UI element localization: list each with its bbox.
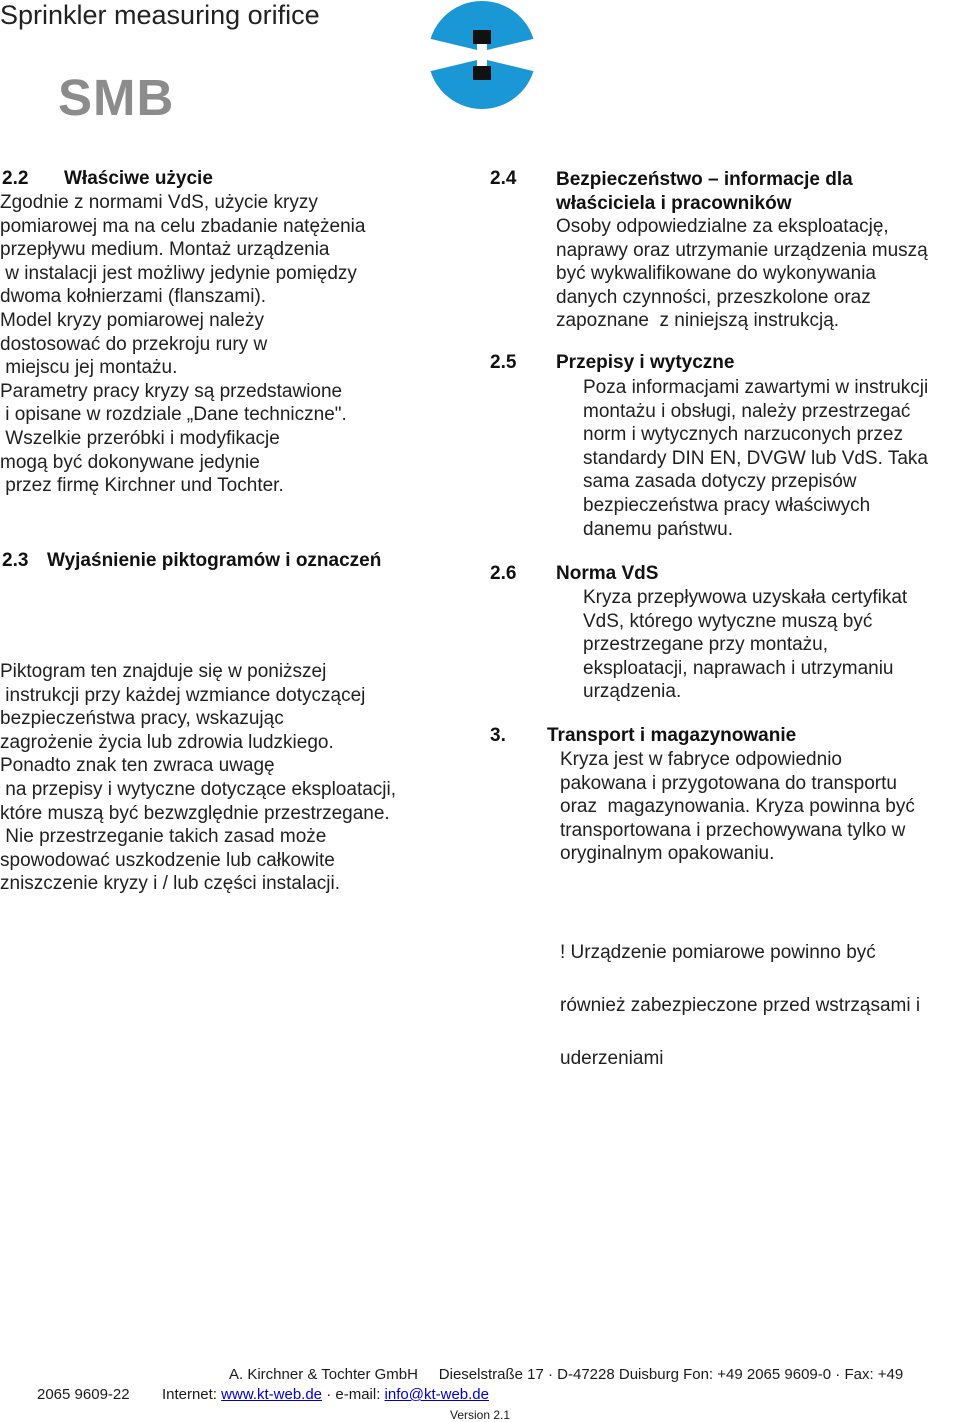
note-line: ! Urządzenie pomiarowe powinno być	[560, 942, 876, 963]
body-line: norm i wytycznych narzuconych przez	[583, 424, 903, 446]
footer-email-label: · e-mail:	[326, 1386, 381, 1403]
section-2-4-number: 2.4	[490, 168, 517, 189]
body-line: Ponadto znak ten zwraca uwagę	[0, 755, 275, 777]
body-line: w instalacji jest możliwy jedynie pomiędzy	[0, 262, 357, 284]
body-line: danemu państwu.	[583, 518, 733, 540]
body-line: danych czynności, przeszkolone oraz	[556, 286, 871, 308]
body-line: bezpieczeństwa pracy, wskazując	[0, 708, 284, 730]
body-line: transportowana i przechowywana tylko w	[560, 819, 906, 841]
body-line: VdS, którego wytyczne muszą być	[583, 610, 873, 632]
section-2-4-body	[556, 215, 928, 333]
body-line: eksploatacji, naprawach i utrzymaniu	[583, 657, 894, 679]
section-2-3-body	[0, 660, 396, 896]
body-line: naprawy oraz utrzymanie urządzenia muszą	[556, 239, 928, 261]
body-line: Osoby odpowiedzialne za eksploatację,	[556, 216, 889, 237]
section-2-2-body	[0, 191, 365, 498]
footer-contact	[37, 1386, 489, 1403]
body-line: miejscu jej montażu.	[0, 357, 178, 379]
section-2-3-number: 2.3	[2, 550, 29, 571]
body-line: dostosować do przekroju rury w	[0, 333, 268, 355]
footer-address: A. Kirchner & Tochter GmbH Dieselstraße 17 · D-47228 Duisburg Fon: +49 2065 9609-0 · Fax: +49	[229, 1366, 904, 1383]
section-2-2-title: Właściwe użycie	[64, 168, 213, 189]
body-line: urządzenia.	[583, 681, 682, 703]
body-line: zagrożenie życia lub zdrowia ludzkiego.	[0, 731, 334, 753]
email-link[interactable]: info@kt-web.de	[384, 1386, 489, 1403]
body-line: Kryza przepływowa uzyskała certyfikat	[583, 587, 908, 608]
section-3-title: Transport i magazynowanie	[547, 725, 797, 746]
body-line: zapoznane z niniejszą instrukcją.	[556, 310, 840, 332]
section-2-6-number: 2.6	[490, 563, 517, 584]
body-line: przepływu medium. Montaż urządzenia	[0, 239, 330, 261]
section-2-2-number: 2.2	[2, 168, 29, 189]
body-line: Kryza jest w fabryce odpowiednio	[560, 749, 842, 770]
document-title: Sprinkler measuring orifice	[0, 0, 320, 30]
body-line: Model kryzy pomiarowej należy	[0, 309, 264, 331]
body-line: być wykwalifikowane do wykonywania	[556, 263, 876, 285]
body-line: Zgodnie z normami VdS, użycie kryzy	[0, 192, 318, 213]
note-line: uderzeniami	[560, 1048, 664, 1069]
body-line: i opisane w rozdziale „Dane techniczne".	[0, 404, 347, 426]
section-2-4-title	[556, 168, 853, 215]
section-2-6-body	[583, 586, 907, 704]
body-line: mogą być dokonywane jedynie	[0, 451, 260, 473]
version-label: Version 2.1	[450, 1408, 511, 1422]
footer-internet-label: Internet:	[161, 1386, 217, 1403]
body-line: Poza informacjami zawartymi w instrukcji	[583, 377, 929, 398]
body-line: pakowana i przygotowana do transportu	[560, 772, 897, 794]
body-line: bezpieczeństwa pracy właściwych	[583, 494, 871, 516]
body-line: Nie przestrzeganie takich zasad może	[0, 826, 327, 848]
body-line: instrukcji przy każdej wzmiance dotyczącej	[0, 684, 366, 706]
section-2-3-title: Wyjaśnienie piktogramów i oznaczeń	[47, 550, 382, 571]
brand-name: SMB	[58, 69, 175, 126]
note-line: również zabezpieczone przed wstrząsami i	[560, 995, 921, 1016]
section-2-5-title: Przepisy i wytyczne	[556, 352, 735, 373]
body-line: które muszą być bezwzględnie przestrzegane.	[0, 802, 390, 824]
body-line: standardy DIN EN, DVGW lub VdS. Taka	[583, 447, 928, 469]
body-line: przez firmę Kirchner und Tochter.	[0, 475, 284, 497]
section-3-number: 3.	[490, 725, 506, 746]
body-line: Piktogram ten znajduje się w poniższej	[0, 661, 327, 682]
section-2-5-number: 2.5	[490, 352, 517, 373]
logo-icon	[427, 0, 537, 110]
body-line: zniszczenie kryzy i / lub części instalacji.	[0, 873, 340, 895]
website-link[interactable]: www.kt-web.de	[221, 1386, 323, 1403]
section-2-6-title: Norma VdS	[556, 563, 659, 584]
body-line: sama zasada dotyczy przepisów	[583, 471, 857, 493]
section-2-5-body	[583, 376, 928, 541]
body-line: dwoma kołnierzami (flanszami).	[0, 286, 267, 308]
body-line: na przepisy i wytyczne dotyczące eksploatacji,	[0, 778, 397, 800]
section-2-4-title-line: Bezpieczeństwo – informacje dla	[556, 169, 853, 190]
footer-phone: 2065 9609-22	[37, 1386, 130, 1403]
body-line: Wszelkie przeróbki i modyfikacje	[0, 427, 280, 449]
section-3-body	[560, 748, 915, 866]
section-2-4-title-line: właściciela i pracowników	[556, 192, 792, 214]
body-line: pomiarowej ma na celu zbadanie natężenia	[0, 215, 366, 237]
body-line: Parametry pracy kryzy są przedstawione	[0, 380, 343, 402]
body-line: montażu i obsługi, należy przestrzegać	[583, 400, 911, 422]
body-line: przestrzegane przy montażu,	[583, 634, 829, 656]
body-line: oryginalnym opakowaniu.	[560, 843, 775, 865]
body-line: oraz magazynowania. Kryza powinna być	[560, 796, 915, 818]
body-line: spowodować uszkodzenie lub całkowite	[0, 849, 335, 871]
